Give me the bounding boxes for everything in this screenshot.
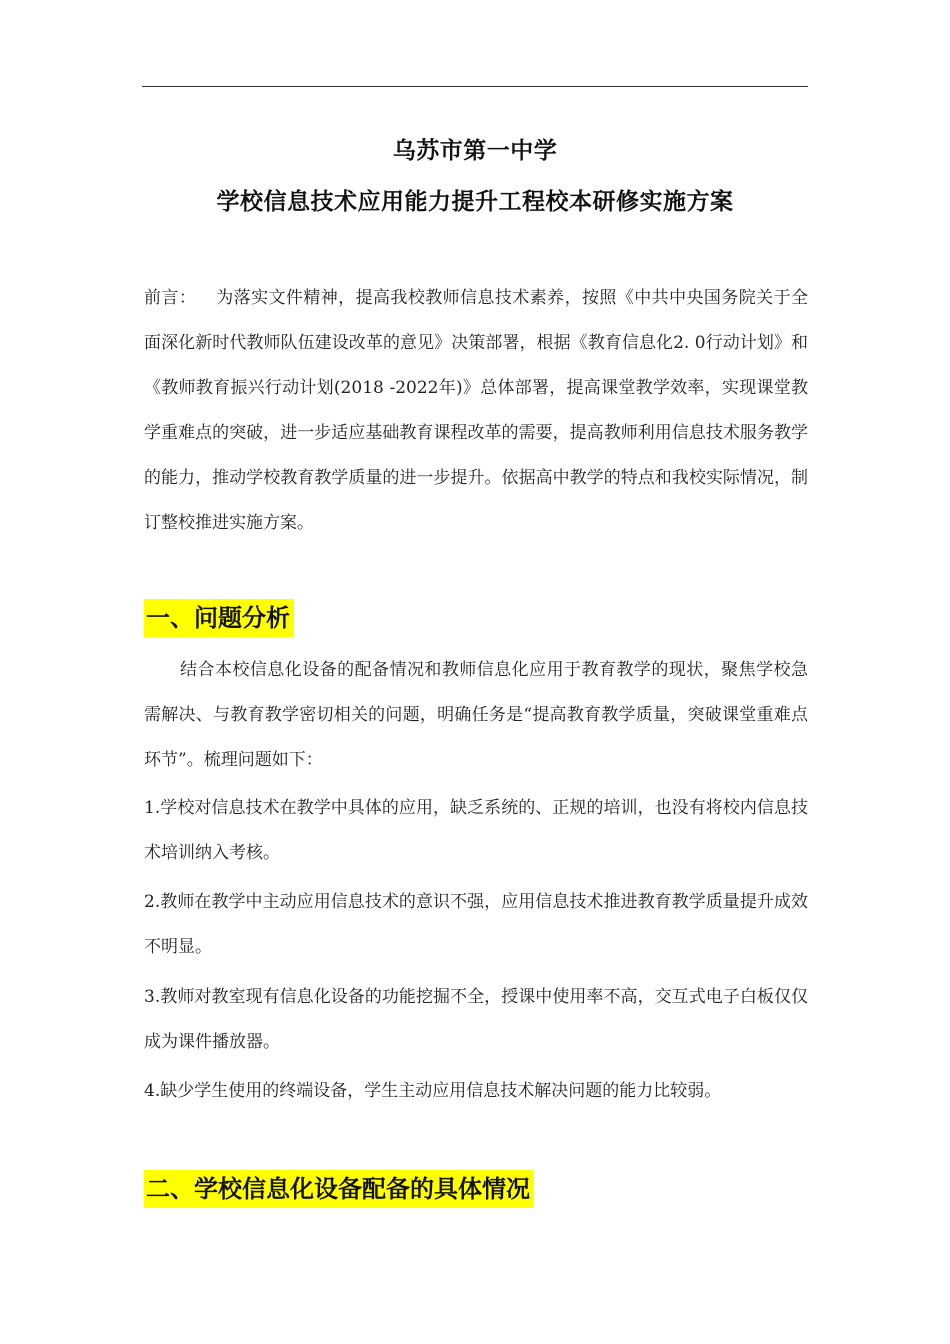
problem-item-4: 4.缺少学生使用的终端设备，学生主动应用信息技术解决问题的能力比较弱。: [144, 1081, 722, 1101]
header-rule: [142, 86, 808, 87]
school-name-title: 乌苏市第一中学: [392, 138, 558, 164]
problem-item-3: 3.教师对教室现有信息化设备的功能挖掘不全，授课中使用率不高，交互式电子白板仅仅成为课件播放器。: [144, 987, 808, 1052]
preface-text: 为落实文件精神，提高我校教师信息技术素养，按照《中共中央国务院关于全面深化新时代教师队伍建设改革的意见》决策部署，根据《教育信息化2. 0行动计划》和《教师教育振兴行动计划(2018 -2022年)》总体部署，提高课堂教学效率，实现课堂教学重难点的突破，进一步适应基础教育课程改革的需要，提高教师利用信息技术服务教学的能力，推动学校教育教学质量的进一步提升。依据高中教学的特点和我校实际情况，制订整校推进实施方案。: [144, 288, 808, 533]
problem-item-1: 1.学校对信息技术在教学中具体的应用，缺乏系统的、正规的培训，也没有将校内信息技术培训纳入考核。: [144, 798, 808, 863]
document-title: 学校信息技术应用能力提升工程校本研修实施方案: [216, 189, 734, 215]
problem-analysis-intro: 结合本校信息化设备的配备情况和教师信息化应用于教育教学的现状，聚焦学校急需解决、与教育教学密切相关的问题，明确任务是“提高教育教学质量，突破课堂重难点环节”。梳理问题如下：: [144, 660, 808, 770]
section-heading-problem-analysis: 一、问题分析: [144, 599, 294, 637]
problem-item-2: 2.教师在教学中主动应用信息技术的意识不强，应用信息技术推进教育教学质量提升成效不明显。: [144, 892, 808, 957]
preface-label: 前言：: [144, 288, 197, 308]
preface-paragraph: [144, 276, 808, 546]
section-heading-equipment: 二、学校信息化设备配备的具体情况: [144, 1170, 534, 1208]
